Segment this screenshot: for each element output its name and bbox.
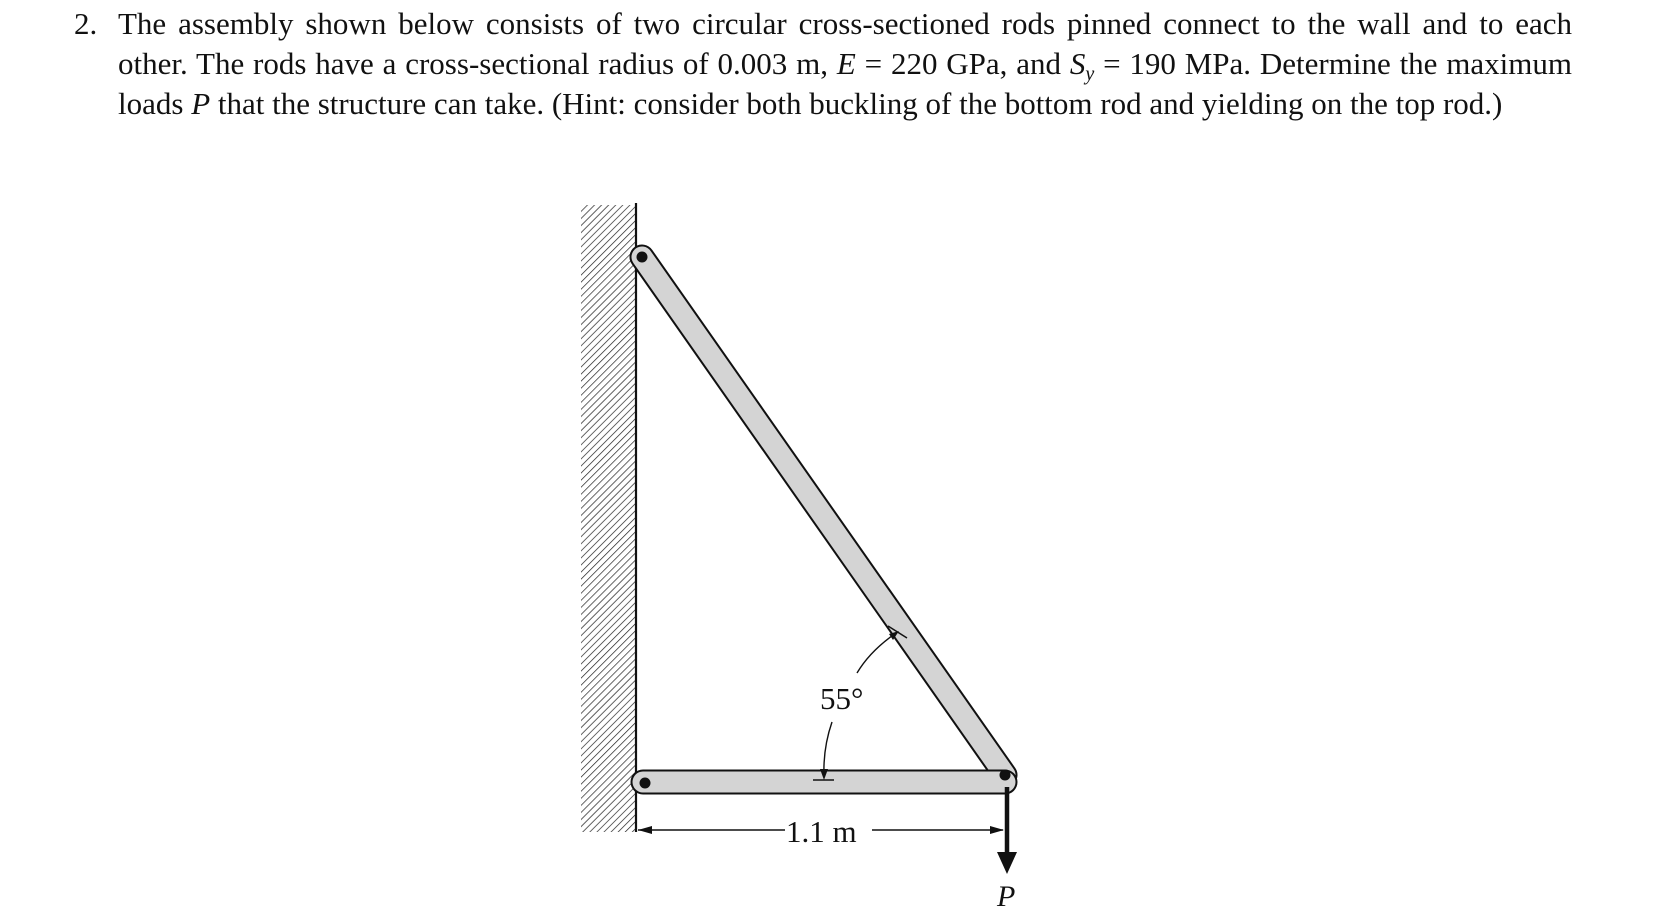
dim-arrowhead-right xyxy=(990,826,1004,834)
wall-hatching xyxy=(581,205,636,832)
dim-arrowhead-left xyxy=(638,826,652,834)
E-value: = 220 GPa, and xyxy=(855,46,1070,81)
load-label: P xyxy=(997,880,1016,908)
length-label: 1.1 m xyxy=(786,814,857,849)
Sy-subscript: y xyxy=(1085,63,1095,85)
angle-arc-lower xyxy=(824,722,832,776)
length-dimension xyxy=(638,795,1006,849)
wall xyxy=(581,203,636,832)
angle-label: 55° xyxy=(820,681,864,716)
load-arrowhead xyxy=(997,852,1017,874)
Sy-symbol: S xyxy=(1069,46,1086,81)
text-start: The assembly shown below consists of two circular cross-sectioned rods pinned connect to the wall and to each other. The rods have a cross-sectional radius of 0.003 m, xyxy=(118,6,1572,81)
angle-annotation xyxy=(813,626,907,780)
problem-number: 2. xyxy=(74,6,98,41)
top-wall-pin xyxy=(637,252,648,263)
Sy-value: = 190 MPa. Determine the maximum loads xyxy=(118,46,1572,121)
bottom-wall-pin xyxy=(640,778,651,789)
text-end: that the structure can take. (Hint: consider both buckling of the bottom rod and yielding on the top rod.) xyxy=(210,86,1503,121)
E-symbol: E xyxy=(836,46,856,81)
angle-arc-upper xyxy=(857,633,896,673)
P-symbol: P xyxy=(191,86,211,121)
load-arrow xyxy=(996,787,1017,908)
joint-pin xyxy=(1000,770,1011,781)
